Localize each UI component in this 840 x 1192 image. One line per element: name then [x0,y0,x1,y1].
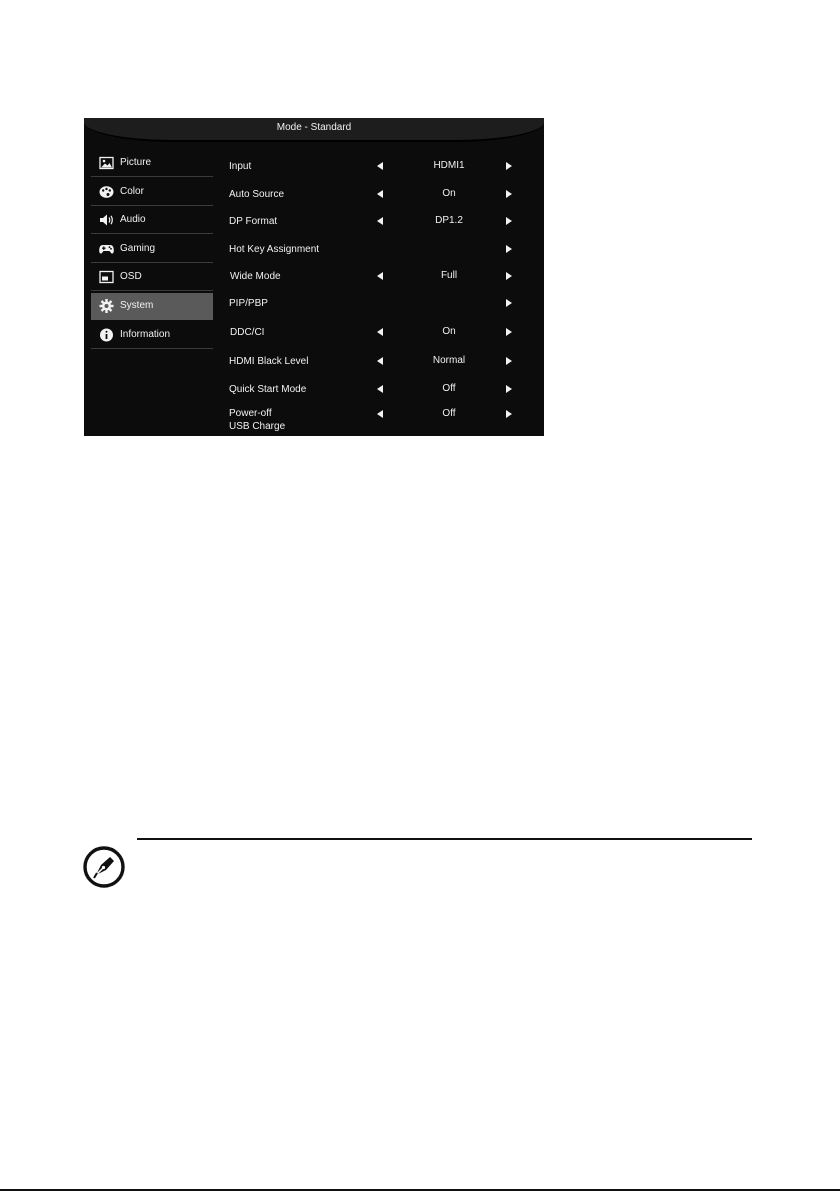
setting-row-pip-pbp[interactable] [229,293,529,313]
left-arrow-icon[interactable] [377,357,383,365]
right-arrow-icon[interactable] [506,190,512,198]
left-arrow-icon[interactable] [377,217,383,225]
right-arrow-icon[interactable] [506,328,512,336]
setting-value: Off [442,408,456,419]
setting-value: Off [442,383,456,394]
gear-icon [99,299,114,313]
osd-icon [99,270,114,284]
sidebar-item-information[interactable] [91,322,213,349]
setting-label-line2: USB Charge [229,421,286,432]
setting-label: Quick Start Mode [229,384,307,395]
osd-sidebar [91,150,213,350]
left-arrow-icon[interactable] [377,328,383,336]
sidebar-item-label: Color [120,185,144,197]
setting-value: On [442,188,456,199]
setting-value: DP1.2 [435,215,463,226]
setting-row-wide-mode[interactable] [229,266,529,286]
setting-value: Normal [432,355,466,366]
setting-value: HDMI1 [433,160,465,171]
osd-mode-title: Mode - Standard [276,122,352,133]
right-arrow-icon[interactable] [506,357,512,365]
osd-menu [84,118,544,436]
setting-label [229,407,285,433]
setting-value: Full [440,270,458,281]
setting-label: Auto Source [229,189,285,200]
setting-label: Wide Mode [230,271,281,282]
setting-row-quick-start-mode[interactable] [229,379,529,399]
sidebar-item-label: Gaming [120,242,156,254]
left-arrow-icon[interactable] [377,190,383,198]
right-arrow-icon[interactable] [506,217,512,225]
setting-row-power-off-usb-charge[interactable] [229,407,529,436]
setting-label: Hot Key Assignment [229,244,320,255]
setting-label: PIP/PBP [229,298,268,309]
sidebar-item-system[interactable] [91,293,213,320]
setting-label: Input [229,161,252,172]
palette-icon [99,185,114,199]
speaker-icon [99,213,114,227]
setting-row-dp-format[interactable] [229,211,529,231]
sidebar-item-label: OSD [120,271,142,283]
note-divider [137,838,752,840]
left-arrow-icon[interactable] [377,162,383,170]
setting-label: DDC/CI [230,327,265,338]
left-arrow-icon[interactable] [377,385,383,393]
left-arrow-icon[interactable] [377,410,383,418]
right-arrow-icon[interactable] [506,272,512,280]
setting-row-input[interactable] [229,156,529,176]
note-pen-icon [82,845,126,889]
sidebar-item-osd[interactable] [91,264,213,291]
sidebar-item-gaming[interactable] [91,236,213,263]
right-arrow-icon[interactable] [506,162,512,170]
sidebar-item-audio[interactable] [91,207,213,234]
info-icon [99,328,114,342]
sidebar-item-picture[interactable] [91,150,213,177]
setting-label: DP Format [229,216,278,227]
setting-label: HDMI Black Level [229,356,309,367]
setting-label-line1: Power-off [229,408,272,419]
sidebar-item-label: Information [120,328,171,340]
left-arrow-icon[interactable] [377,272,383,280]
right-arrow-icon[interactable] [506,385,512,393]
setting-row-ddc-ci[interactable] [229,322,529,342]
setting-value: On [442,326,456,337]
right-arrow-icon[interactable] [506,410,512,418]
footer-divider [0,1189,840,1191]
right-arrow-icon[interactable] [506,299,512,307]
sidebar-item-label: System [120,299,154,311]
picture-icon [99,156,114,170]
sidebar-item-label: Audio [120,214,146,226]
sidebar-item-color[interactable] [91,179,213,206]
setting-row-hot-key-assignment[interactable] [229,239,529,259]
setting-row-hdmi-black-level[interactable] [229,351,529,371]
sidebar-item-label: Picture [120,157,152,168]
setting-row-auto-source[interactable] [229,184,529,204]
gamepad-icon [99,242,114,256]
right-arrow-icon[interactable] [506,245,512,253]
